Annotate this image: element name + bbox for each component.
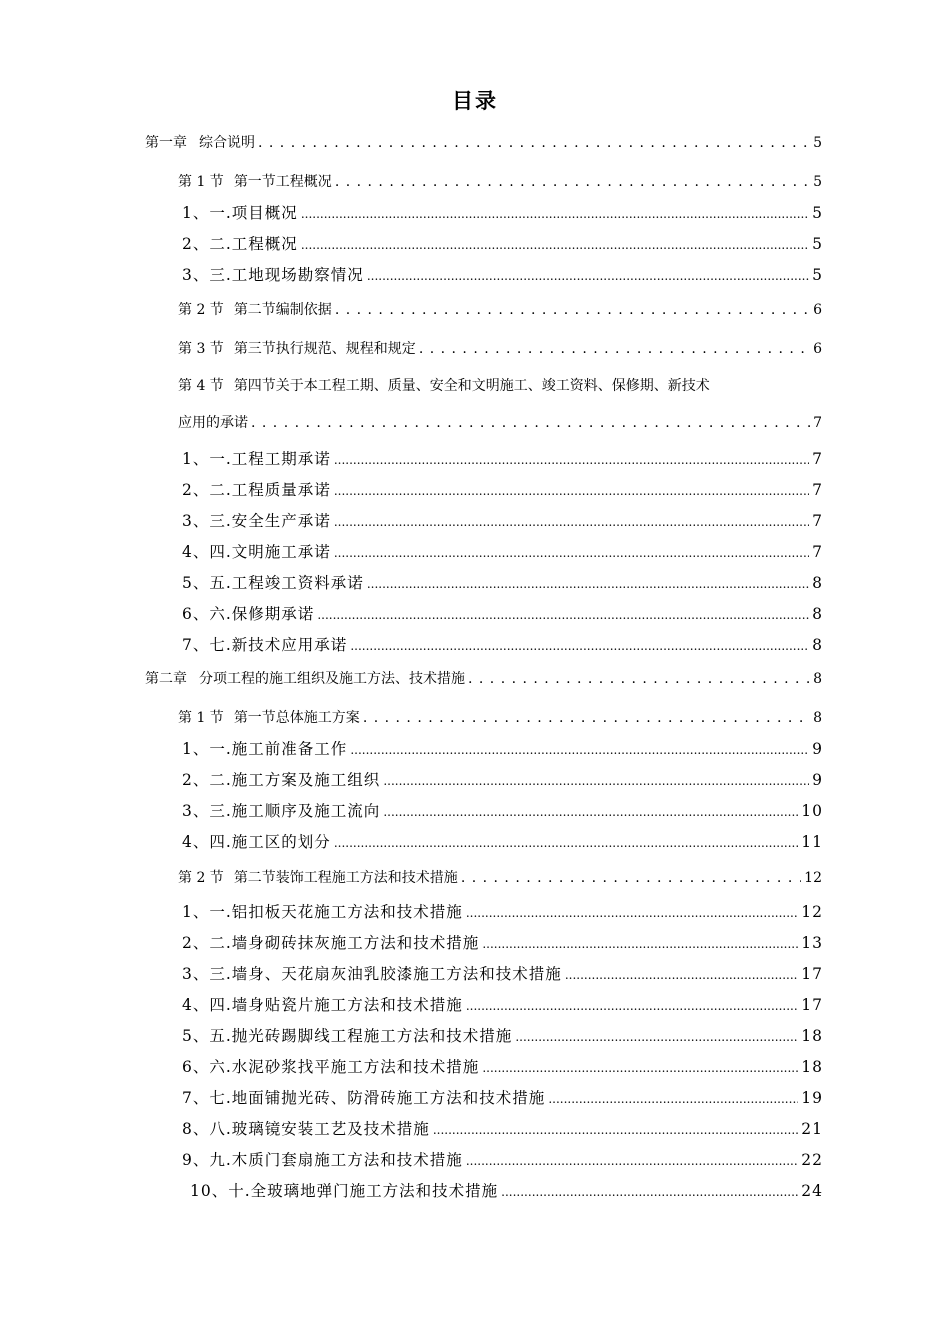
toc-entry-number: 第 3 节 [178,341,224,357]
toc-dot-leader [334,509,809,534]
toc-dot-leader [466,900,798,925]
toc-entry-title-continued: 应用的承诺 [178,415,248,431]
toc-entry-title: 二.工程概况 [209,235,298,253]
toc-entry-title: 二.工程质量承诺 [209,481,331,499]
toc-dot-leader [367,263,809,288]
toc-entry-page: 8 [813,710,822,726]
toc-entry-page: 5 [812,235,823,253]
toc-entry-page: 8 [812,574,823,592]
toc-entry-number: 10、 [190,1182,229,1200]
toc-entry-page: 21 [801,1120,823,1138]
toc-entry-title: 一.铝扣板天花施工方法和技术措施 [209,903,463,921]
toc-item-entry [182,633,823,658]
toc-entry-title: 第二节编制依据 [233,302,332,318]
toc-item-entry [182,509,823,534]
toc-entry-page: 10 [801,802,823,820]
toc-entry-page: 11 [801,833,823,851]
toc-item-entry [182,1024,823,1049]
toc-section-entry [178,866,822,890]
toc-entry-page: 8 [812,605,823,623]
toc-entry-title: 三.安全生产承诺 [209,512,331,530]
toc-entry-page: 7 [812,481,823,499]
toc-entry-title: 第一节总体施工方案 [233,710,360,726]
toc-dot-leader [482,931,798,956]
toc-entry-number: 第 1 节 [178,174,224,190]
toc-item-entry [182,1117,823,1142]
toc-dot-leader [334,830,798,855]
toc-dot-leader [501,1179,798,1204]
toc-dot-leader [383,799,798,824]
toc-entry-title: 分项工程的施工组织及施工方法、技术措施 [199,671,465,687]
toc-entry-number: 6、 [182,605,210,623]
toc-entry-number: 1、 [182,204,210,222]
toc-entry-title: 第四节关于本工程工期、质量、安全和文明施工、竣工资料、保修期、新技术 [233,378,710,394]
toc-item-entry [182,830,823,855]
toc-dot-leader [433,1117,798,1142]
toc-item-entry [182,962,823,987]
toc-dot-leader [466,993,798,1018]
toc-entry-title: 四.墙身贴瓷片施工方法和技术措施 [209,996,463,1014]
toc-entry-page: 24 [801,1182,823,1200]
toc-item-entry [182,201,823,226]
toc-dot-leader [565,962,798,987]
toc-dot-leader [367,571,809,596]
toc-entry-title: 五.抛光砖踢脚线工程施工方法和技术措施 [209,1027,513,1045]
toc-entry-number: 6、 [182,1058,210,1076]
toc-entry-number: 3、 [182,965,210,983]
toc-dot-leader [334,447,809,472]
toc-entry-title: 六.水泥砂浆找平施工方法和技术措施 [209,1058,480,1076]
toc-entry-number: 3、 [182,802,210,820]
toc-dot-leader [350,737,809,762]
toc-dot-leader [334,478,809,503]
toc-chapter-entry [145,131,822,155]
toc-entry-page: 13 [801,934,823,952]
toc-entry-page: 8 [812,636,823,654]
toc-entry-number: 8、 [182,1120,210,1138]
toc-dot-leader [461,866,801,890]
toc-chapter-entry [145,667,822,691]
toc-item-entry [182,447,823,472]
toc-entry-title: 第三节执行规范、规程和规定 [233,341,416,357]
toc-dot-leader [301,232,809,257]
toc-item-entry [182,1148,823,1173]
toc-entry-number: 第 4 节 [178,378,224,394]
toc-entry-page: 8 [813,671,822,687]
toc-item-entry [182,478,823,503]
toc-entry-number: 2、 [182,235,210,253]
toc-dot-leader [350,633,809,658]
toc-item-entry [182,993,823,1018]
toc-entry-number: 4、 [182,833,210,851]
toc-entry-title: 三.施工顺序及施工流向 [209,802,381,820]
toc-entry-title: 三.工地现场勘察情况 [209,266,364,284]
toc-entry-title: 综合说明 [199,135,255,151]
toc-entry-page: 6 [813,302,822,318]
toc-entry-title: 四.施工区的划分 [209,833,331,851]
toc-dot-leader [383,768,809,793]
toc-entry-number: 1、 [182,740,210,758]
toc-item-entry [182,768,823,793]
toc-entry-page: 7 [812,543,823,561]
toc-entry-number: 5、 [182,1027,210,1045]
toc-entry-title: 一.施工前准备工作 [209,740,348,758]
toc-item-entry [182,232,823,257]
toc-entry-page: 5 [812,204,823,222]
toc-dot-leader [301,201,809,226]
toc-entry-title: 三.墙身、天花扇灰油乳胶漆施工方法和技术措施 [209,965,562,983]
toc-dot-leader [334,540,809,565]
toc-dot-leader [251,411,810,435]
toc-entry-title: 一.项目概况 [209,204,298,222]
toc-entry-number: 7、 [182,1089,210,1107]
toc-entry-number: 2、 [182,771,210,789]
toc-entry-page: 5 [813,174,822,190]
toc-item-entry [182,602,823,627]
toc-item-entry [182,1055,823,1080]
toc-entry-number: 第 2 节 [178,302,224,318]
toc-dot-leader [515,1024,798,1049]
toc-entry-title: 八.玻璃镜安装工艺及技术措施 [209,1120,430,1138]
toc-dot-leader [468,667,810,691]
toc-item-entry [182,931,823,956]
toc-section-entry [178,706,822,730]
toc-entry-page: 12 [801,903,823,921]
toc-entry-page: 17 [801,965,823,983]
toc-item-entry [182,737,823,762]
toc-entry-title: 一.工程工期承诺 [209,450,331,468]
toc-entry-number: 第 1 节 [178,710,224,726]
toc-entry-page: 5 [813,135,822,151]
page-title: 目录 [452,89,498,113]
toc-entry-page: 9 [812,771,823,789]
toc-entry-page: 18 [801,1027,823,1045]
toc-item-entry [182,571,823,596]
toc-entry-page: 19 [801,1089,823,1107]
toc-item-entry [182,1086,823,1111]
toc-entry-number: 3、 [182,266,210,284]
toc-entry-title: 四.文明施工承诺 [209,543,331,561]
toc-entry-title: 十.全玻璃地弹门施工方法和技术措施 [228,1182,499,1200]
toc-entry-page: 17 [801,996,823,1014]
toc-entry-page: 5 [812,266,823,284]
toc-section-entry [178,337,822,361]
toc-entry-number: 3、 [182,512,210,530]
toc-entry-title: 五.工程竣工资料承诺 [209,574,364,592]
toc-entry-page: 18 [801,1058,823,1076]
toc-item-entry [182,799,823,824]
toc-dot-leader [548,1086,798,1111]
toc-entry-number: 1、 [182,903,210,921]
toc-entry-title: 六.保修期承诺 [209,605,315,623]
toc-entry-title: 七.新技术应用承诺 [209,636,348,654]
toc-dot-leader [363,706,810,730]
toc-dot-leader [466,1148,798,1173]
toc-entry-number: 第 2 节 [178,870,224,886]
toc-entry-page: 12 [804,870,822,886]
toc-section-entry [178,298,822,322]
toc-entry-number: 4、 [182,996,210,1014]
toc-entry-number: 5、 [182,574,210,592]
toc-dot-leader [335,298,810,322]
toc-entry-number: 第二章 [145,671,187,687]
toc-entry-number: 9、 [182,1151,210,1169]
toc-item-entry [182,263,823,288]
toc-entry-number: 第一章 [145,135,187,151]
toc-entry-title: 二.施工方案及施工组织 [209,771,381,789]
toc-entry-title: 二.墙身砌砖抹灰施工方法和技术措施 [209,934,480,952]
toc-entry-page: 22 [801,1151,823,1169]
toc-entry-number: 4、 [182,543,210,561]
toc-dot-leader [335,170,810,194]
toc-entry-page: 6 [813,341,822,357]
toc-dot-leader [419,337,810,361]
toc-entry-title: 七.地面铺抛光砖、防滑砖施工方法和技术措施 [209,1089,546,1107]
toc-dot-leader [258,131,810,155]
toc-dot-leader [482,1055,798,1080]
toc-item-entry [190,1179,823,1204]
toc-entry-page: 7 [813,415,822,431]
toc-entry-number: 2、 [182,481,210,499]
toc-entry-page: 7 [812,512,823,530]
toc-section-entry [178,374,710,398]
toc-entry-title: 第一节工程概况 [233,174,332,190]
toc-section-entry [178,170,822,194]
toc-entry-number: 1、 [182,450,210,468]
toc-entry-title: 第二节装饰工程施工方法和技术措施 [233,870,458,886]
toc-item-entry [182,900,823,925]
toc-section-entry-continued [178,411,822,435]
toc-entry-page: 7 [812,450,823,468]
toc-entry-title: 九.木质门套扇施工方法和技术措施 [209,1151,463,1169]
toc-item-entry [182,540,823,565]
toc-dot-leader [317,602,809,627]
toc-entry-number: 7、 [182,636,210,654]
toc-entry-number: 2、 [182,934,210,952]
toc-entry-page: 9 [812,740,823,758]
